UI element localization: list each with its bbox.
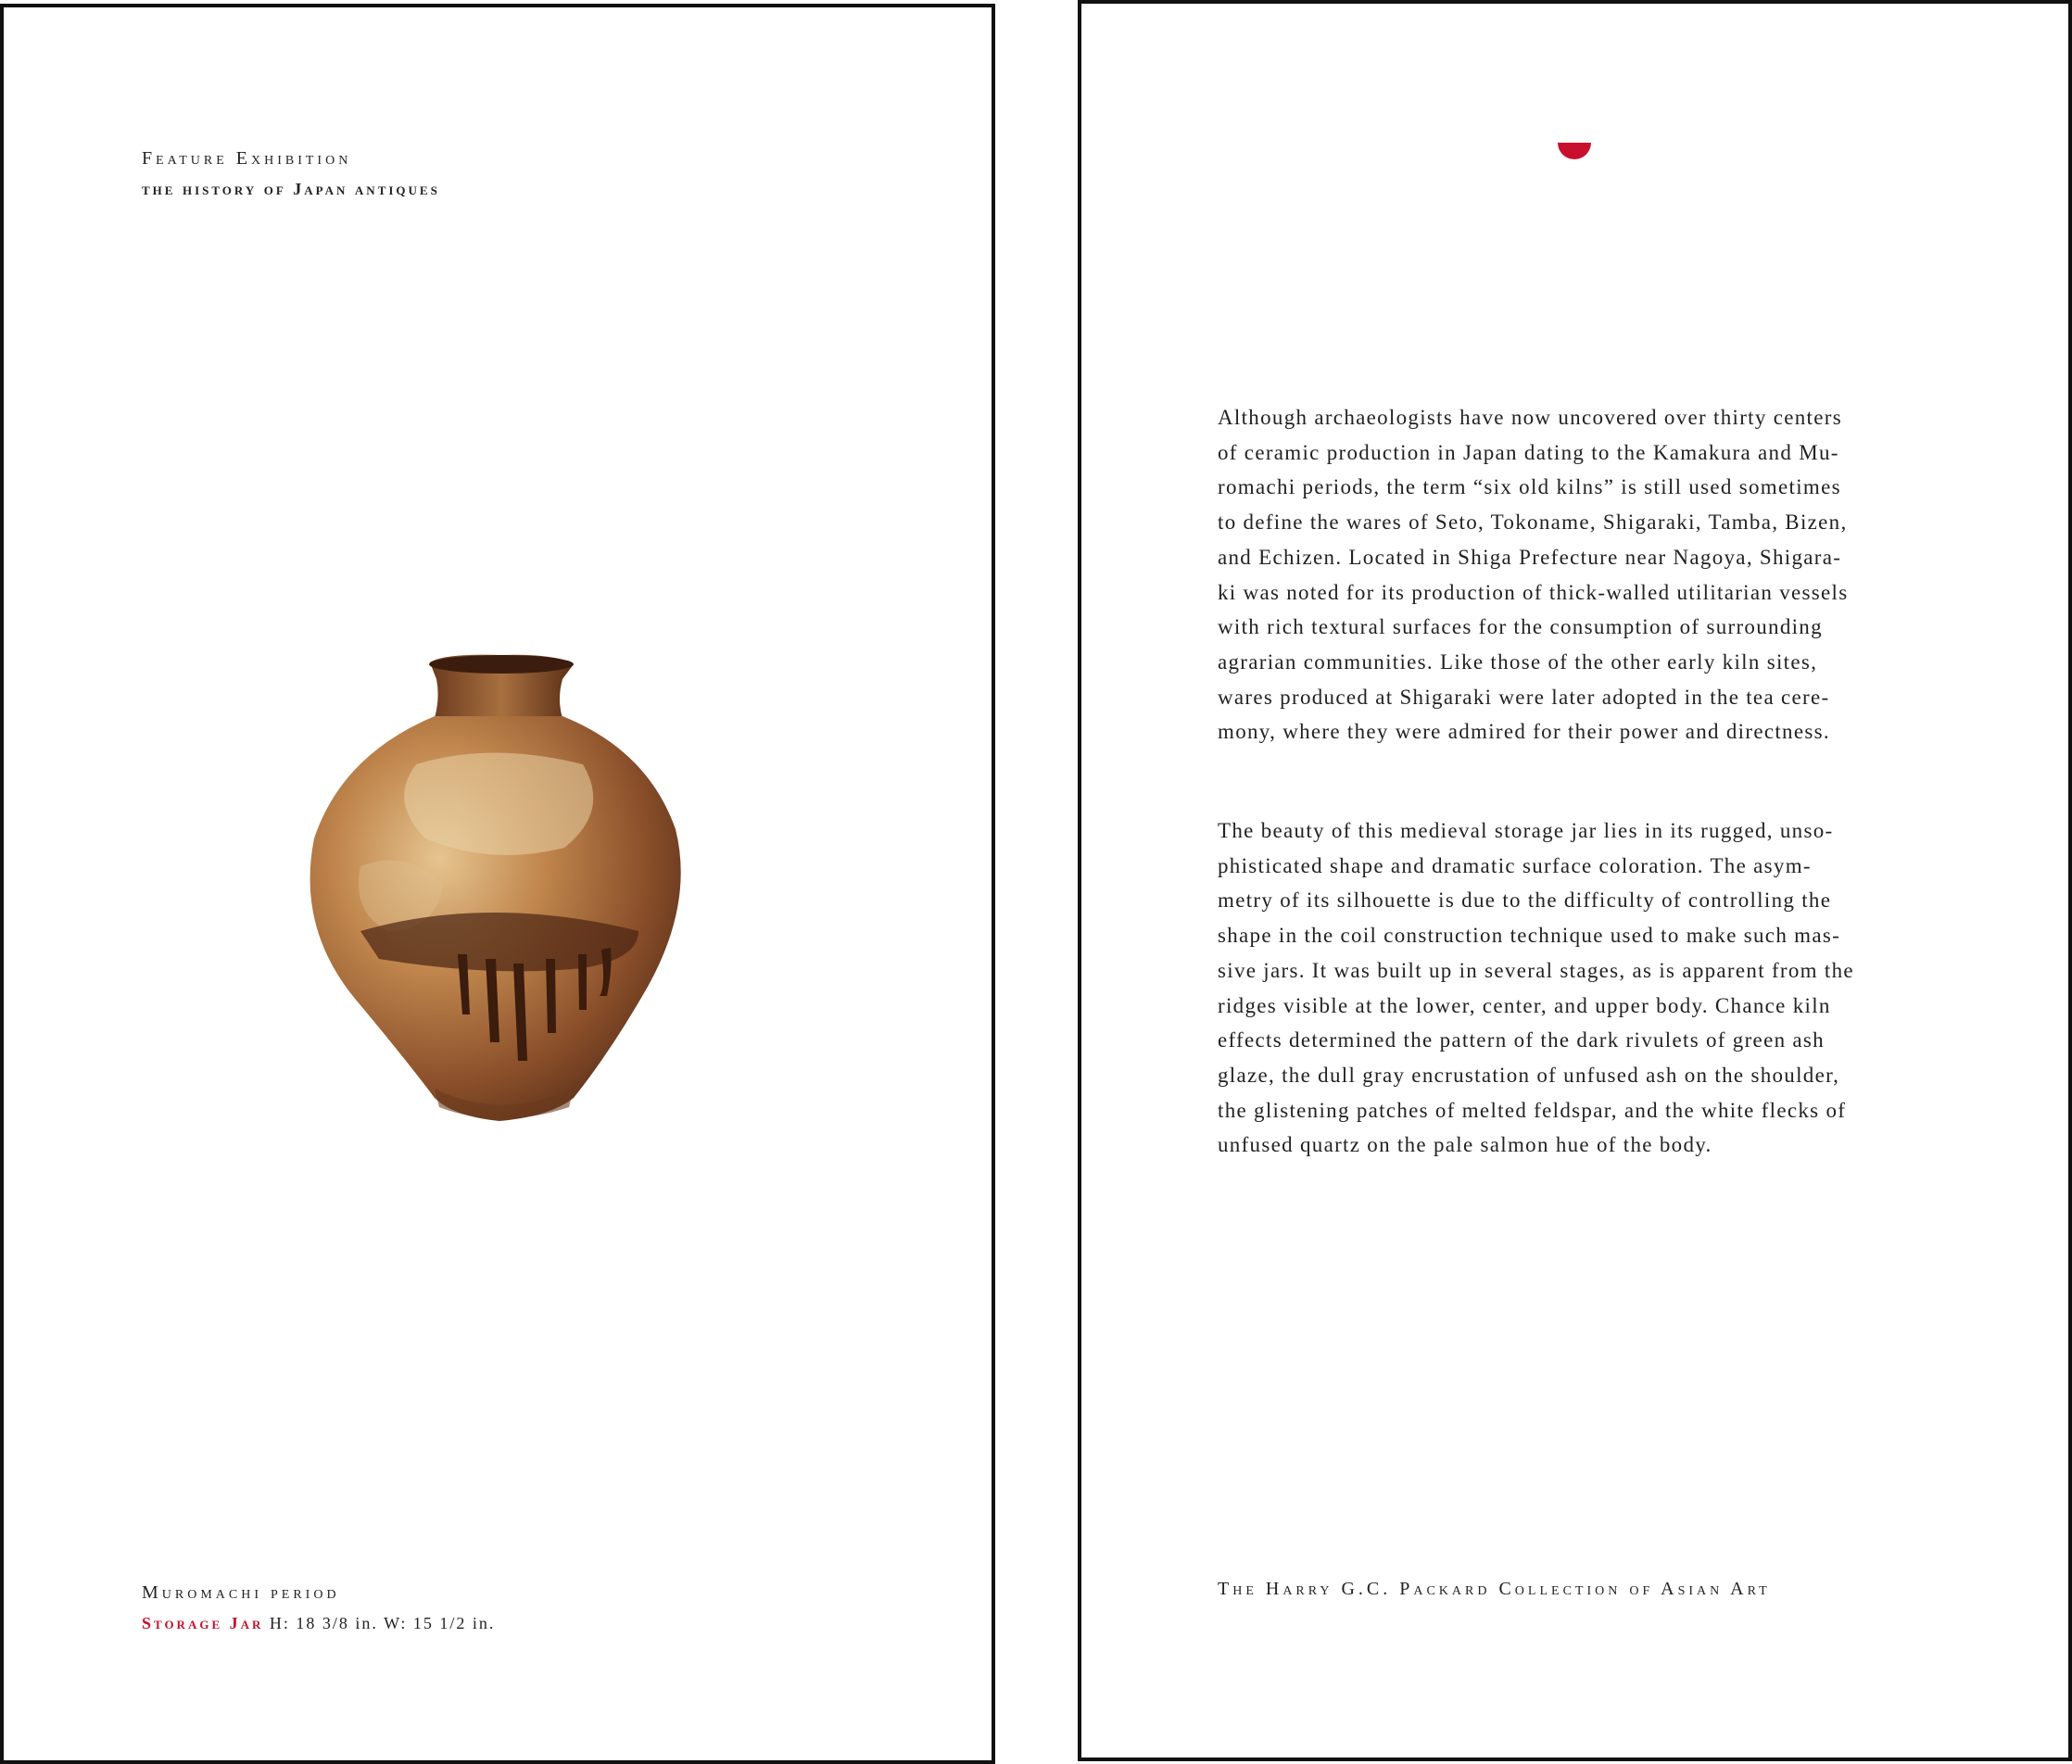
right-page [1078, 0, 2072, 1761]
body-paragraph-2 [1218, 813, 1977, 1163]
paragraph-line: The beauty of this medieval storage jar lies in its rugged, unso- [1218, 819, 1834, 842]
paragraph-line: of ceramic production in Japan dating to the Kamakura and Mu- [1218, 440, 1839, 464]
period-label: Muromachi period [142, 1582, 340, 1603]
paragraph-line: romachi periods, the term “six old kilns” is still used sometimes [1218, 475, 1841, 499]
item-dimensions: H: 18 3/8 in. W: 15 1/2 in. [269, 1614, 496, 1632]
paragraph-line: effects determined the pattern of the dark rivulets of green ash [1218, 1028, 1825, 1052]
paragraph-line: metry of its silhouette is due to the difficulty of controlling the [1218, 888, 1832, 913]
collection-footer: The Harry G.C. Packard Collection of Asian Art [1218, 1579, 1771, 1599]
paragraph-line: and Echizen. Located in Shiga Prefecture near Nagoya, Shigara- [1218, 545, 1842, 569]
left-page [0, 4, 995, 1764]
paragraph-line: ki was noted for its production of thick-walled utilitarian vessels [1218, 580, 1849, 604]
paragraph-line: to define the wares of Seto, Tokoname, Shigaraki, Tamba, Bizen, [1218, 510, 1848, 535]
red-semicircle-mark [1558, 143, 1591, 161]
paragraph-line: agrarian communities. Like those of the other early kiln sites, [1218, 649, 1818, 674]
paragraph-line: phisticated shape and dramatic surface coloration. The asym- [1218, 853, 1812, 877]
paragraph-line: mony, where they were admired for their power and directness. [1218, 720, 1830, 744]
paragraph-line: with rich textural surfaces for the consumption of surrounding [1218, 615, 1823, 639]
paragraph-line: Although archaeologists have now uncovered over thirty centers [1218, 406, 1842, 429]
exhibition-label: Feature Exhibition [142, 148, 352, 169]
paragraph-line: shape in the coil construction technique used to make such mas- [1218, 924, 1841, 948]
body-paragraph-1 [1218, 400, 1977, 750]
paragraph-line: unfused quartz on the pale salmon hue of the body. [1218, 1133, 1712, 1157]
paragraph-line: sive jars. It was built up in several stages, as is apparent from the [1218, 958, 1854, 982]
paragraph-line: glaze, the dull gray encrustation of unfused ash on the shoulder, [1218, 1063, 1840, 1087]
paragraph-line: wares produced at Shigaraki were later adopted in the tea cere- [1218, 685, 1830, 709]
item-title: Storage Jar [142, 1614, 264, 1632]
item-caption [142, 1614, 495, 1633]
paragraph-line: the glistening patches of melted feldspar, and the white flecks of [1218, 1098, 1847, 1122]
storage-jar-photo [305, 653, 694, 1144]
exhibition-subtitle: the history of Japan antiques [142, 180, 440, 198]
paragraph-line: ridges visible at the lower, center, and upper body. Chance kiln [1218, 993, 1831, 1017]
